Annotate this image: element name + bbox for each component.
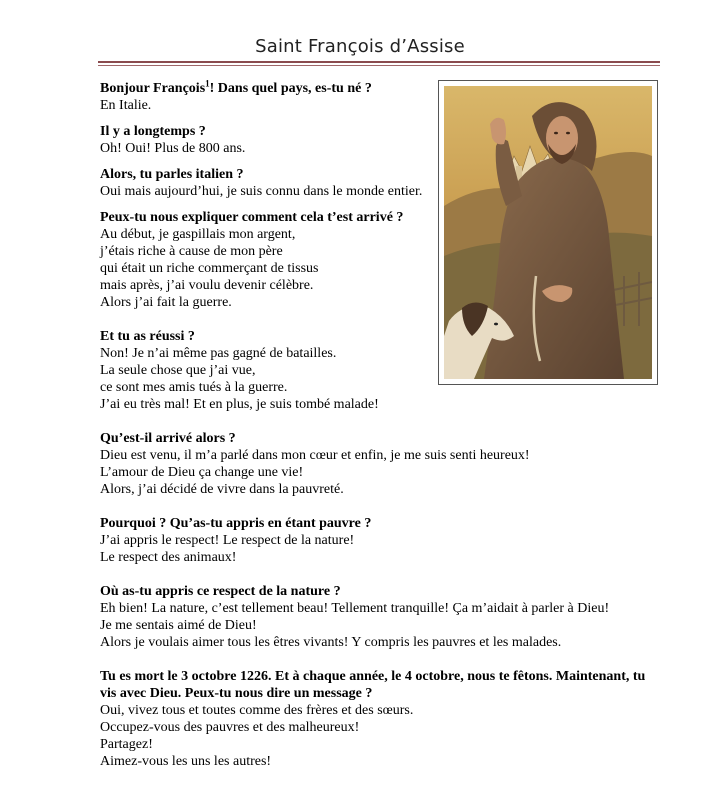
qa-block-4 [100, 209, 660, 311]
question: Pourquoi ? Qu’as-tu appris en étant pauvre ? [100, 516, 372, 531]
answer: Au début, je gaspillais mon argent, j’étais riche à cause de mon père qui était un riche commerçant de tissus mais après, j’ai voulu devenir célèbre. Alors j’ai fait la guerre. [100, 227, 319, 310]
qa-block-1 [100, 80, 660, 114]
qa-block-8 [100, 583, 660, 651]
qa-block-2 [100, 123, 660, 157]
title-rule [98, 61, 660, 63]
answer: Oui, vivez tous et toutes comme des frères et des sœurs. Occupez-vous des pauvres et des malheureux! Partagez! Aimez-vous les uns les autres! [100, 703, 414, 769]
qa-block-6 [100, 430, 660, 498]
qa-block-5 [100, 328, 660, 413]
question: Tu es mort le 3 octobre 1226. Et à chaque année, le 4 octobre, nous te fêtons. Maintenant, tu vis avec Dieu. Peux-tu nous dire un message ? [100, 669, 646, 701]
qa-block-3 [100, 166, 660, 200]
answer: En Italie. [100, 98, 152, 113]
page-title: Saint François d’Assise [255, 36, 465, 57]
answer: Oh! Oui! Plus de 800 ans. [100, 141, 246, 156]
question: Bonjour François$^1$! Dans quel pays, es-tu né ? [100, 78, 372, 96]
answer: J’ai appris le respect! Le respect de la nature! Le respect des animaux! [100, 533, 355, 565]
question: Qu’est-il arrivé alors ? [100, 431, 236, 446]
title-rule-thin [98, 65, 660, 66]
question: Il y a longtemps ? [100, 124, 206, 139]
interview-text [100, 80, 660, 779]
question: Peux-tu nous expliquer comment cela t’est arrivé ? [100, 210, 404, 225]
question: Et tu as réussi ? [100, 329, 195, 344]
footnote-marker: 1 [205, 78, 210, 89]
question: Où as-tu appris ce respect de la nature ? [100, 584, 341, 599]
qa-block-9 [100, 668, 660, 770]
answer: Non! Je n’ai même pas gagné de batailles. La seule chose que j’ai vue, ce sont mes amis tués à la guerre. J’ai eu très mal! Et en plus, je suis tombé malade! [100, 346, 379, 412]
qa-block-7 [100, 515, 660, 566]
question: Alors, tu parles italien ? [100, 167, 244, 182]
answer: Dieu est venu, il m’a parlé dans mon cœur et enfin, je me suis senti heureux! L’amour de Dieu ça change une vie! Alors, j’ai décidé de vivre dans la pauvreté. [100, 448, 530, 497]
answer: Oui mais aujourd’hui, je suis connu dans le monde entier. [100, 184, 423, 199]
answer: Eh bien! La nature, c’est tellement beau! Tellement tranquille! Ça m’aidait à parler à Dieu! Je me sentais aimé de Dieu! Alors je voulais aimer tous les êtres vivants! Y compris les pauvres et les malades. [100, 601, 610, 650]
